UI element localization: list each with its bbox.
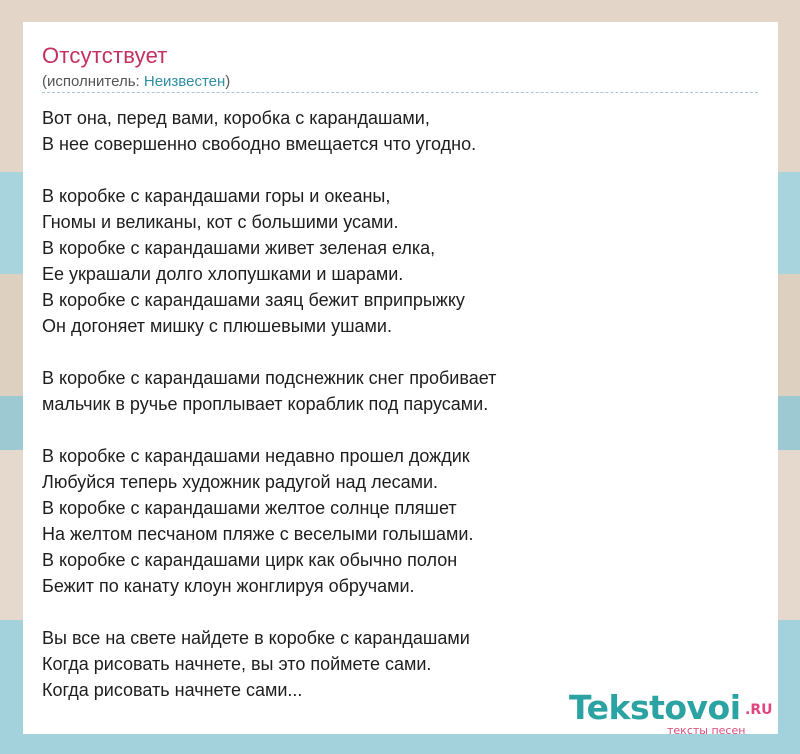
lyric-line: В коробке с карандашами горы и океаны, <box>42 186 391 206</box>
lyrics-card <box>23 22 778 737</box>
logo-tagline: тексты песен <box>667 724 746 737</box>
lyric-line: В коробке с карандашами желтое солнце пляшет <box>42 498 457 518</box>
artist-link[interactable]: Неизвестен <box>143 73 226 90</box>
lyric-line: Вот она, перед вами, коробка с карандашами, <box>42 108 430 128</box>
artist-prefix: (исполнитель: <box>42 73 144 90</box>
lyrics-text <box>42 105 496 703</box>
lyric-line: мальчик в ручье проплывает кораблик под парусами. <box>42 394 489 414</box>
lyric-line: Когда рисовать начнете сами... <box>42 680 303 700</box>
lyric-line: В коробке с карандашами цирк как обычно полон <box>42 550 458 570</box>
artist-line <box>42 73 230 90</box>
artist-suffix: ) <box>225 73 231 90</box>
lyric-line: Ее украшали долго хлопушками и шарами. <box>42 264 404 284</box>
lyric-line: В нее совершенно свободно вмещается что угодно. <box>42 134 477 154</box>
logo-domain: .RU <box>745 702 773 718</box>
lyric-line: Вы все на свете найдете в коробке с карандашами <box>42 628 470 648</box>
lyric-line: На желтом песчаном пляже с веселыми голышами. <box>42 524 474 544</box>
site-logo[interactable] <box>569 688 779 736</box>
lyric-line: Бежит по канату клоун жонглируя обручами. <box>42 576 415 596</box>
logo-wordmark: Tekstovoi <box>569 688 741 727</box>
lyric-line: Гномы и великаны, кот с большими усами. <box>42 212 399 232</box>
lyric-line: В коробке с карандашами живет зеленая елка, <box>42 238 436 258</box>
lyric-line: Любуйся теперь художник радугой над лесами. <box>42 472 439 492</box>
song-title: Отсутствует <box>42 43 168 68</box>
lyric-line: В коробке с карандашами заяц бежит вприпрыжку <box>42 290 465 310</box>
lyric-line: В коробке с карандашами недавно прошел дождик <box>42 446 470 466</box>
header-divider <box>42 92 758 93</box>
lyric-line: Он догоняет мишку с плюшевыми ушами. <box>42 316 392 336</box>
lyric-line: Когда рисовать начнете, вы это поймете сами. <box>42 654 432 674</box>
lyric-line: В коробке с карандашами подснежник снег пробивает <box>42 368 497 388</box>
